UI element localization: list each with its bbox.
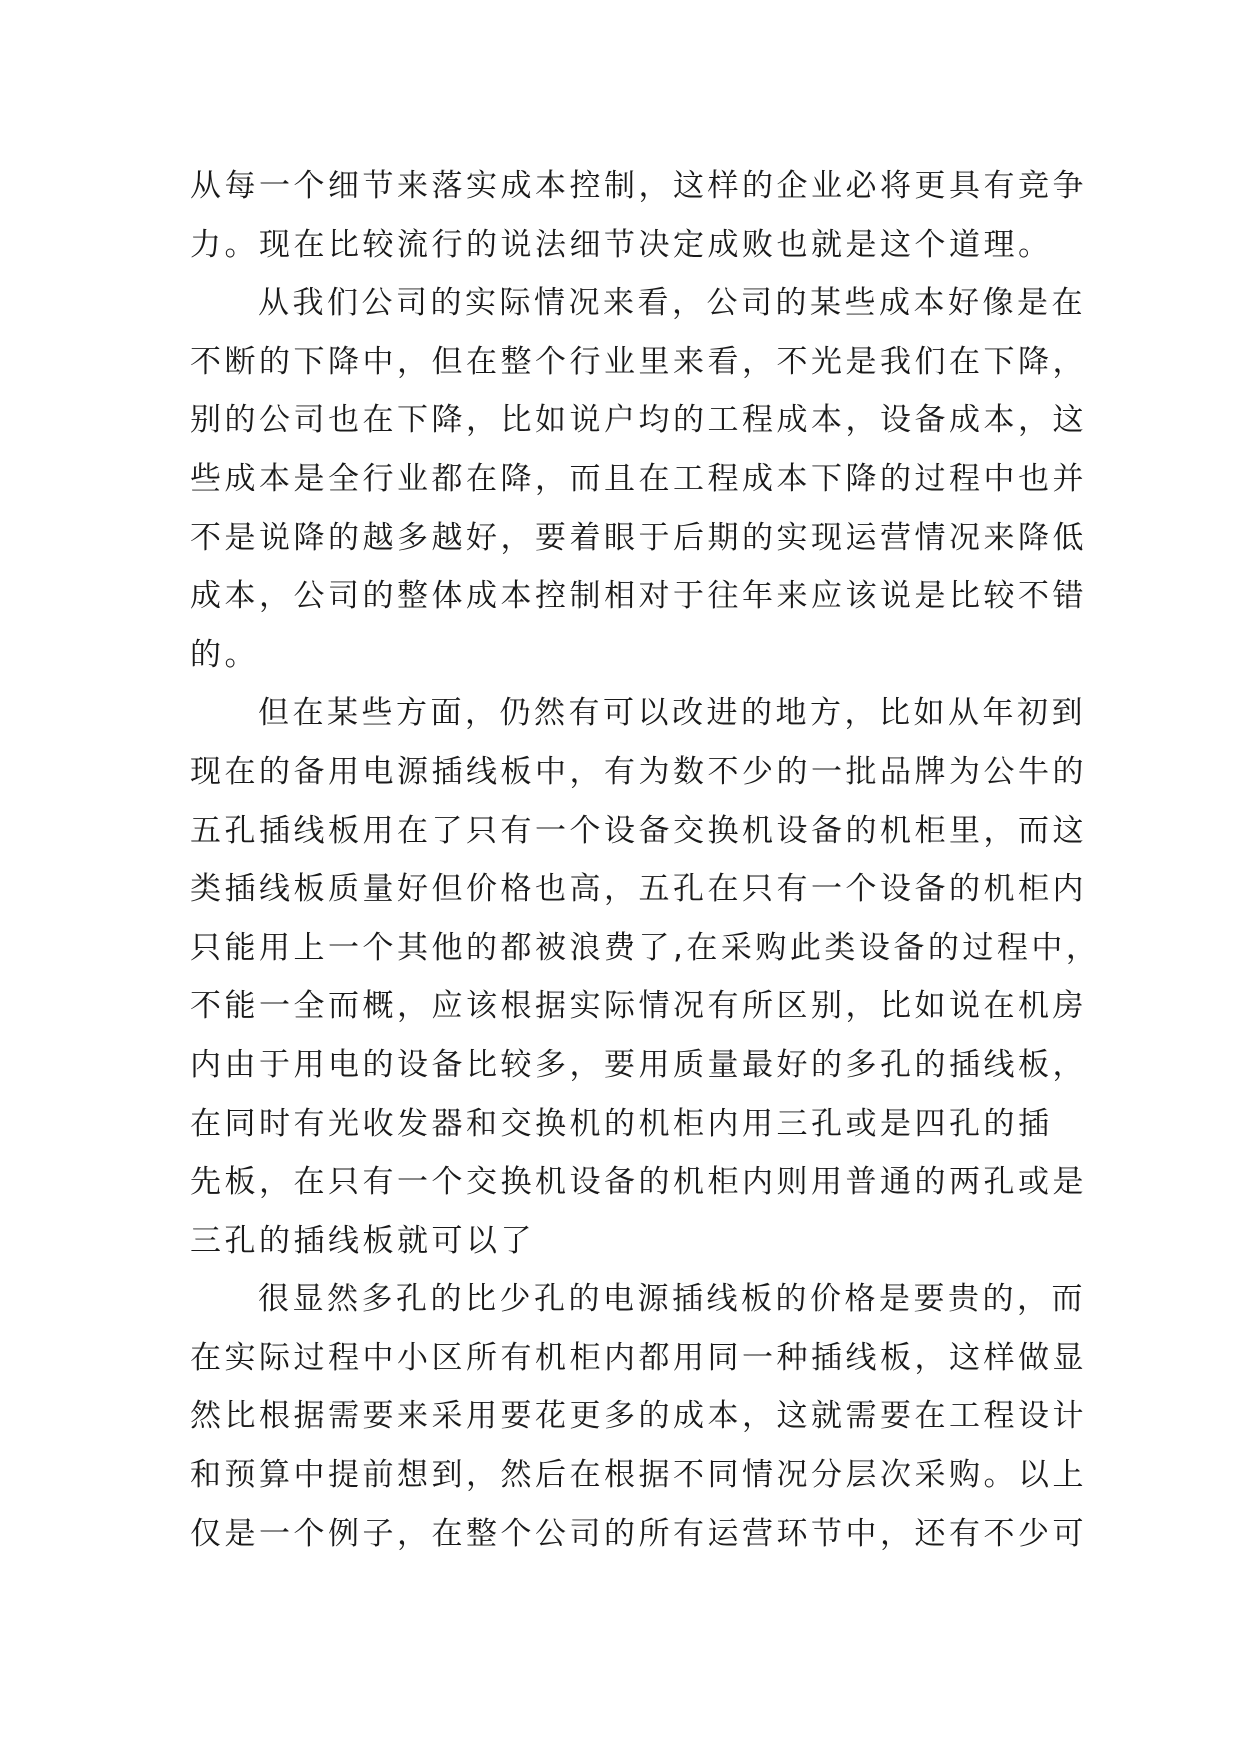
document-body <box>190 157 1101 1563</box>
text-line: 的。 <box>190 636 259 673</box>
text-line: 不能一全而概，应该根据实际情况有所区别，比如说在机房 <box>190 988 1087 1025</box>
text-line: 力。现在比较流行的说法细节决定成败也就是这个道理。 <box>190 226 1053 263</box>
text-line: 些成本是全行业都在降，而且在工程成本下降的过程中也并 <box>190 460 1087 497</box>
paragraph-first-line: 从我们公司的实际情况来看，公司的某些成本好像是在 <box>258 285 1086 322</box>
text-line: 内由于用电的设备比较多，要用质量最好的多孔的插线板， <box>190 1046 1087 1083</box>
paragraph-first-line: 很显然多孔的比少孔的电源插线板的价格是要贵的，而 <box>258 1281 1086 1318</box>
text-line: 五孔插线板用在了只有一个设备交换机设备的机柜里，而这 <box>190 812 1087 849</box>
text-line: 成本，公司的整体成本控制相对于往年来应该说是比较不错 <box>190 578 1087 615</box>
text-line: 类插线板质量好但价格也高，五孔在只有一个设备的机柜内 <box>190 871 1087 908</box>
text-line: 现在的备用电源插线板中，有为数不少的一批品牌为公牛的 <box>190 753 1087 790</box>
text-line: 和预算中提前想到，然后在根据不同情况分层次采购。以上 <box>190 1457 1087 1494</box>
text-line: 三孔的插线板就可以了 <box>190 1222 535 1259</box>
text-line: 先板，在只有一个交换机设备的机柜内则用普通的两孔或是 <box>190 1164 1087 1201</box>
text-line: 仅是一个例子，在整个公司的所有运营环节中，还有不少可 <box>190 1515 1087 1552</box>
text-line: 别的公司也在下降，比如说户均的工程成本，设备成本，这 <box>190 402 1087 439</box>
text-line: 不断的下降中，但在整个行业里来看，不光是我们在下降， <box>190 343 1087 380</box>
text-line: 从每一个细节来落实成本控制，这样的企业必将更具有竞争 <box>190 168 1087 204</box>
text-line: 只能用上一个其他的都被浪费了,在采购此类设备的过程中， <box>190 929 1101 966</box>
text-line: 在同时有光收发器和交换机的机柜内用三孔或是四孔的插 <box>190 1105 1053 1142</box>
paragraph-first-line: 但在某些方面，仍然有可以改进的地方，比如从年初到 <box>258 695 1086 732</box>
text-line: 不是说降的越多越好，要着眼于后期的实现运营情况来降低 <box>190 519 1087 556</box>
text-line: 然比根据需要来采用要花更多的成本，这就需要在工程设计 <box>190 1398 1087 1435</box>
text-line: 在实际过程中小区所有机柜内都用同一种插线板，这样做显 <box>190 1339 1087 1376</box>
